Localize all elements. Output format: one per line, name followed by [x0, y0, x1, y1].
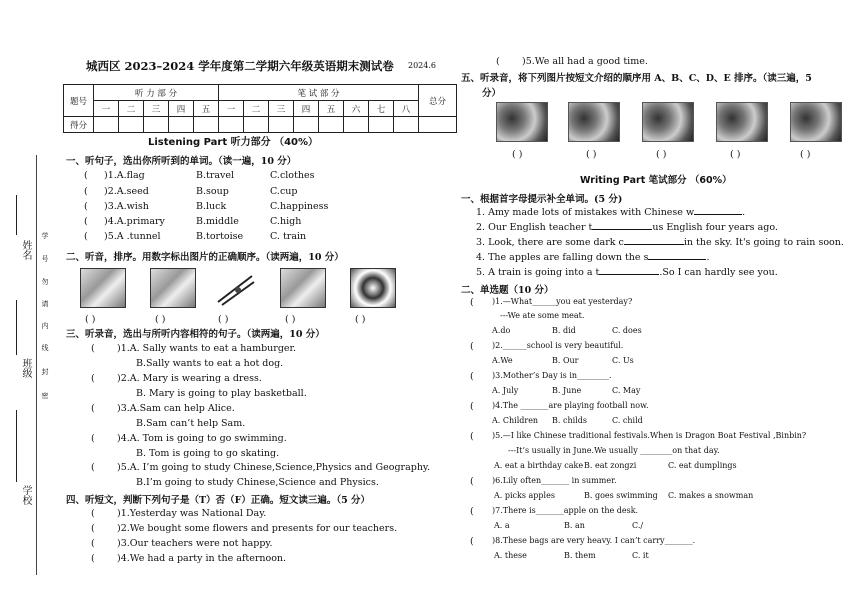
- order-blank[interactable]: ( ): [512, 149, 523, 160]
- question: )5.—I like Chinese traditional festivals.When is Dragon Boat Festival ,Binbin?: [492, 431, 807, 440]
- option: A. these: [494, 551, 527, 560]
- section-title: 一、听句子，选出你所听到的单词。（读一遍，10 分）: [66, 156, 297, 167]
- picture-panda: [350, 268, 396, 308]
- option: B. childs: [552, 416, 587, 425]
- answer-blank[interactable]: [694, 214, 742, 215]
- table-header: 听 力 部 分: [94, 85, 219, 101]
- option: C./: [632, 521, 644, 530]
- table-cell: 二: [119, 101, 144, 117]
- option: A. a: [494, 521, 510, 530]
- list-item: )5.A .tunnel: [104, 231, 161, 242]
- section-title: 三、听录音，选出与所听内容相符的句子。（读两遍，10 分）: [66, 329, 325, 340]
- score-cell[interactable]: [94, 117, 119, 133]
- seal-char: 勿: [41, 278, 49, 285]
- score-cell[interactable]: [169, 117, 194, 133]
- option: B. eat zongzi: [584, 461, 637, 470]
- option: B.Sam can’t help Sam.: [136, 418, 246, 429]
- list-item: )4.We had a party in the afternoon.: [117, 553, 287, 564]
- paren-open: (: [91, 538, 95, 549]
- section-title-cont: 分）: [482, 88, 502, 99]
- table-cell: 三: [144, 101, 169, 117]
- paren-open: (: [496, 56, 500, 67]
- section-title: 五、听录音，将下列图片按短文介绍的顺序用 A、B、C、D、E 排序。（读三遍，5: [461, 73, 812, 84]
- list-item: )2.A. Mary is wearing a dress.: [117, 373, 262, 384]
- list-item: )4.A. Tom is going to go swimming.: [117, 433, 287, 444]
- list-item: )3.Our teachers were not happy.: [117, 538, 273, 549]
- score-cell[interactable]: [369, 117, 394, 133]
- option: B.Sally wants to eat a hot dog.: [136, 358, 284, 369]
- paren-open: (: [84, 231, 88, 242]
- question: )8.These bags are very heavy. I can’t carry_______.: [492, 536, 696, 545]
- score-cell[interactable]: [319, 117, 344, 133]
- answer-blank[interactable]: [592, 229, 652, 230]
- picture-boy-fishing: [150, 268, 196, 308]
- paren-open: (: [470, 506, 474, 517]
- table-cell: 六: [344, 101, 369, 117]
- paren-open: (: [84, 186, 88, 197]
- question: )7.There is_______apple on the desk.: [492, 506, 639, 515]
- option: A. July: [492, 386, 519, 395]
- option: B.I’m going to study Chinese,Science and Physics.: [136, 477, 379, 488]
- option: B. goes swimming: [584, 491, 658, 500]
- fill-item: 2. Our English teacher t us English four years ago.: [476, 222, 778, 233]
- question: )3.Mother’s Day is in________.: [492, 371, 612, 380]
- option: C.happiness: [270, 201, 329, 212]
- order-blank[interactable]: ( ): [85, 314, 96, 325]
- order-blank[interactable]: ( ): [656, 149, 667, 160]
- exam-title: 城西区 2023–2024 学年度第二学期六年级英语期末测试卷: [86, 59, 394, 73]
- option: A.We: [492, 356, 513, 365]
- score-cell[interactable]: [144, 117, 169, 133]
- score-cell[interactable]: [194, 117, 219, 133]
- listening-title: Listening Part 听力部分 （40%）: [148, 137, 319, 148]
- option: A. picks apples: [494, 491, 555, 500]
- score-cell[interactable]: [219, 117, 244, 133]
- order-blank[interactable]: ( ): [800, 149, 811, 160]
- answer-blank[interactable]: [648, 259, 706, 260]
- option: A.do: [492, 326, 511, 335]
- table-cell: 五: [194, 101, 219, 117]
- paren-open: (: [470, 536, 474, 547]
- answer-blank[interactable]: [624, 244, 684, 245]
- seal-char: 号: [41, 255, 49, 262]
- picture-forest: [280, 268, 326, 308]
- score-cell[interactable]: [294, 117, 319, 133]
- binding-line: [36, 155, 37, 575]
- list-item: )5.A. I’m going to study Chinese,Science,Physics and Geography.: [117, 462, 431, 473]
- paren-open: (: [91, 462, 95, 473]
- option: B. Mary is going to play basketball.: [136, 388, 307, 399]
- option: C. it: [632, 551, 649, 560]
- table-cell: 八: [394, 101, 419, 117]
- fill-item: 4. The apples are falling down the s .: [476, 252, 710, 263]
- table-header: 总分: [419, 85, 457, 117]
- question-reply: ---We ate some meat.: [500, 311, 585, 320]
- list-item: )1.A. Sally wants to eat a hamburger.: [117, 343, 297, 354]
- section-title: 四、听短文，判断下列句子是（T）否（F）正确。短文读三遍。（5 分）: [66, 495, 370, 506]
- school-blank: [16, 410, 17, 482]
- list-item: )1.A.flag: [104, 170, 145, 181]
- question: )6.Lily often_______ in summer.: [492, 476, 617, 485]
- score-cell[interactable]: [419, 117, 457, 133]
- paren-open: (: [84, 170, 88, 181]
- seal-char: 内: [41, 322, 49, 329]
- table-header: 笔 试 部 分: [219, 85, 419, 101]
- class-blank: [16, 300, 17, 355]
- paren-open: (: [91, 523, 95, 534]
- order-blank[interactable]: ( ): [730, 149, 741, 160]
- question-reply: ---It’s usually in June.We usually ________on that day.: [508, 446, 720, 455]
- writing-title: Writing Part 笔试部分 （60%）: [580, 175, 732, 186]
- option: C.clothes: [270, 170, 315, 181]
- option: C. eat dumplings: [668, 461, 737, 470]
- option: B.middle: [196, 216, 239, 227]
- name-label: 姓名: [20, 240, 31, 260]
- order-blank[interactable]: ( ): [155, 314, 166, 325]
- option: B. Our: [552, 356, 579, 365]
- paren-open: (: [470, 341, 474, 352]
- table-cell: 一: [94, 101, 119, 117]
- order-blank[interactable]: ( ): [355, 314, 366, 325]
- paren-open: (: [91, 343, 95, 354]
- option: B. them: [564, 551, 596, 560]
- list-item: )2.A.seed: [104, 186, 149, 197]
- score-table: [63, 84, 457, 133]
- list-item: )3.A.wish: [104, 201, 149, 212]
- score-cell[interactable]: [119, 117, 144, 133]
- picture-children-playing: [80, 268, 126, 308]
- list-item: )1.Yesterday was National Day.: [117, 508, 267, 519]
- exam-date: 2024.6: [408, 61, 436, 70]
- option: A. eat a birthday cake: [494, 461, 584, 470]
- option: B.travel: [196, 170, 235, 181]
- table-cell: 七: [369, 101, 394, 117]
- seal-char: 请: [41, 300, 49, 307]
- paren-open: (: [91, 403, 95, 414]
- name-blank: [16, 195, 17, 235]
- section-title: 二、听音，排序。用数字标出图片的正确顺序。（读两遍，10 分）: [66, 252, 344, 263]
- score-cell[interactable]: [269, 117, 294, 133]
- option: C. train: [270, 231, 307, 242]
- seal-char: 密: [41, 392, 49, 399]
- picture-cityscape: [642, 102, 694, 142]
- list-item: )3.A.Sam can help Alice.: [117, 403, 235, 414]
- section-title: 一、根据首字母提示补全单词。(5 分): [461, 194, 623, 205]
- option: C. does: [612, 326, 642, 335]
- question: )2.______school is very beautiful.: [492, 341, 624, 350]
- list-item: )2.We bought some flowers and presents for our teachers.: [117, 523, 398, 534]
- paren-open: (: [84, 216, 88, 227]
- table-cell: 二: [244, 101, 269, 117]
- paren-open: (: [470, 476, 474, 487]
- option: C. May: [612, 386, 641, 395]
- option: B. did: [552, 326, 576, 335]
- score-cell[interactable]: [344, 117, 369, 133]
- order-blank[interactable]: ( ): [218, 314, 229, 325]
- list-item: )4.A.primary: [104, 216, 165, 227]
- option: C. child: [612, 416, 643, 425]
- paren-open: (: [91, 373, 95, 384]
- paren-open: (: [91, 508, 95, 519]
- option: B. June: [552, 386, 582, 395]
- order-blank[interactable]: ( ): [285, 314, 296, 325]
- paren-open: (: [84, 201, 88, 212]
- option: B.tortoise: [196, 231, 244, 242]
- paren-open: (: [91, 433, 95, 444]
- option: C.high: [270, 216, 302, 227]
- option: C.cup: [270, 186, 298, 197]
- table-header: 题号: [64, 85, 94, 117]
- seal-char: 线: [41, 344, 49, 351]
- seal-char: 学: [41, 232, 49, 239]
- section-title: 二、单选题（10 分）: [461, 285, 554, 296]
- question: )1.—What______you eat yesterday?: [492, 297, 633, 306]
- class-label: 班级: [20, 358, 31, 378]
- fill-item: 1. Amy made lots of mistakes with Chinese w .: [476, 207, 746, 218]
- fill-item: 5. A train is going into a t .So I can hardly see you.: [476, 267, 778, 278]
- option: C. Us: [612, 356, 634, 365]
- option: B.luck: [196, 201, 227, 212]
- paren-open: (: [91, 553, 95, 564]
- table-cell: 得分: [64, 117, 94, 133]
- table-cell: 五: [319, 101, 344, 117]
- option: B.soup: [196, 186, 229, 197]
- option: A. Children: [492, 416, 539, 425]
- paren-open: (: [470, 371, 474, 382]
- option: C. makes a snowman: [668, 491, 754, 500]
- score-cell[interactable]: [244, 117, 269, 133]
- answer-blank[interactable]: [599, 274, 659, 275]
- list-item: )5.We all had a good time.: [522, 56, 648, 67]
- picture-mountain: [716, 102, 768, 142]
- picture-hills: [790, 102, 842, 142]
- score-cell[interactable]: [394, 117, 419, 133]
- order-blank[interactable]: ( ): [586, 149, 597, 160]
- picture-bridge: [496, 102, 548, 142]
- table-cell: 一: [219, 101, 244, 117]
- question: )4.The _______are playing football now.: [492, 401, 649, 410]
- table-cell: 四: [169, 101, 194, 117]
- paren-open: (: [470, 297, 474, 308]
- paren-open: (: [470, 401, 474, 412]
- paren-open: (: [470, 431, 474, 442]
- fill-item: 3. Look, there are some dark c in the sky. It's going to rain soon.: [476, 237, 844, 248]
- picture-temple: [568, 102, 620, 142]
- option: B. an: [564, 521, 585, 530]
- table-cell: 四: [294, 101, 319, 117]
- school-label: 学校: [20, 485, 31, 505]
- table-cell: 三: [269, 101, 294, 117]
- option: B. Tom is going to go skating.: [136, 448, 280, 459]
- seal-char: 封: [41, 368, 49, 375]
- picture-chopsticks: [214, 272, 256, 308]
